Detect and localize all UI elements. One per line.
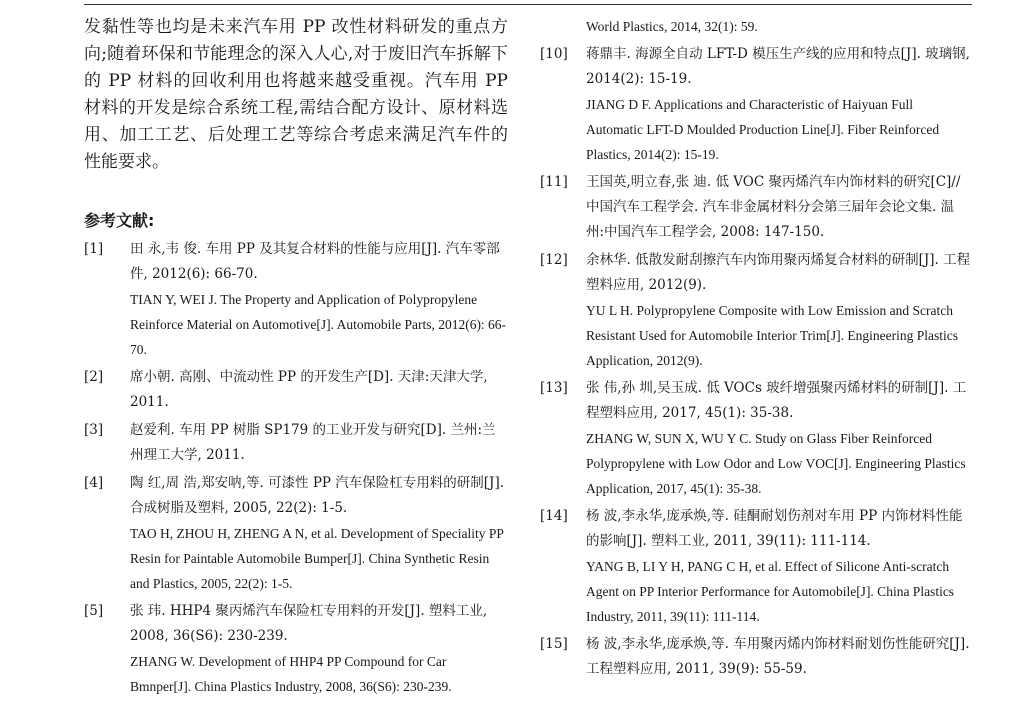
reference-en: TIAN Y, WEI J. The Property and Application of Polypropylene Reinforce Material on Automotive[J]. Automobile Parts, 2012(6): 66-70. [130, 292, 507, 357]
reference-cn: 张 伟,孙 圳,吴玉成. 低 VOCs 玻纤增强聚丙烯材料的研制[J]. 工程塑料应用, 2017, 45(1): 35-38. [586, 380, 967, 421]
reference-cn: 杨 波,李永华,庞承焕,等. 硅酮耐划伤剂对车用 PP 内饰材料性能的影响[J]. 塑料工业, 2011, 39(11): 111-114. [586, 508, 963, 549]
reference-number: [1] [84, 241, 104, 257]
reference-cn: 王国英,明立春,张 迪. 低 VOC 聚丙烯汽车内饰材料的研究[C]//中国汽车工程学会. 汽车非金属材料分会第三届年会论文集. 温州:中国汽车工程学会, 2008: 147-150. [586, 174, 961, 240]
reference-en: ZHANG W. Development of HHP4 PP Compound for Car Bmnper[J]. China Plastics Industry, 2008, 36(S6): 230-239. [130, 654, 452, 694]
reference-cn: 余林华. 低散发耐刮擦汽车内饰用聚丙烯复合材料的研制[J]. 工程塑料应用, 2012(9). [586, 252, 971, 293]
reference-cn: 蒋鼎丰. 海源全自动 LFT-D 模压生产线的应用和特点[J]. 玻璃钢, 2014(2): 15-19. [586, 46, 970, 87]
reference-item [540, 248, 972, 373]
reference-number: [13] [540, 380, 568, 396]
reference-cn: 席小朝. 高刚、中流动性 PP 的开发生产[D]. 天津:天津大学, 2011. [130, 369, 488, 410]
reference-item [540, 170, 972, 245]
reference-cn: 陶 红,周 浩,郑安呐,等. 可漆性 PP 汽车保险杠专用料的研制[J]. 合成树脂及塑料, 2005, 22(2): 1-5. [130, 475, 505, 516]
reference-cn: 田 永,韦 俊. 车用 PP 及其复合材料的性能与应用[J]. 汽车零部件, 2012(6): 66-70. [130, 241, 500, 282]
reference-en: YU L H. Polypropylene Composite with Low Emission and Scratch Resistant Used for Automobile Interior Trim[J]. Engineering Plastics Application, 2012(9). [586, 303, 958, 368]
reference-number: [5] [84, 603, 104, 619]
continued-reference: World Plastics, 2014, 32(1): 59. [586, 19, 758, 34]
reference-en: ZHANG W, SUN X, WU Y C. Study on Glass Fiber Reinforced Polypropylene with Low Odor and Low VOC[J]. Engineering Plastics Application, 2017, 45(1): 35-38. [586, 431, 966, 496]
reference-number: [15] [540, 636, 568, 652]
references-list-left [84, 237, 508, 699]
reference-en: TAO H, ZHOU H, ZHENG A N, et al. Development of Speciality PP Resin for Paintable Automobile Bumper[J]. China Synthetic Resin and Plastics, 2005, 22(2): 1-5. [130, 526, 504, 591]
reference-number: [2] [84, 369, 104, 385]
reference-cn: 张 玮. HHP4 聚丙烯汽车保险杠专用料的开发[J]. 塑料工业, 2008, 36(S6): 230-239. [130, 603, 488, 644]
left-column [84, 14, 508, 702]
reference-item [540, 376, 972, 501]
reference-item [84, 599, 508, 699]
top-rule [84, 4, 972, 5]
reference-number: [4] [84, 475, 104, 491]
reference-number: [11] [540, 174, 568, 190]
reference-item [540, 42, 972, 167]
reference-item [84, 418, 508, 468]
reference-number: [10] [540, 46, 568, 62]
reference-number: [14] [540, 508, 568, 524]
reference-en: YANG B, LI Y H, PANG C H, et al. Effect of Silicone Anti-scratch Agent on PP Interior Performance for Automobile[J]. China Plastics Industry, 2011, 39(11): 111-114. [586, 559, 955, 624]
right-column [540, 14, 972, 685]
reference-en: JIANG D F. Applications and Characteristic of Haiyuan Full Automatic LFT-D Moulded Production Line[J]. Fiber Reinforced Plastics, 2014(2): 15-19. [586, 97, 940, 162]
intro-paragraph: 发黏性等也均是未来汽车用 PP 改性材料研发的重点方向;随着环保和节能理念的深入人心,对于废旧汽车拆解下的 PP 材料的回收利用也将越来越受重视。汽车用 PP 材料的开发是综合系统工程,需结合配方设计、原材料选用、加工工艺、后处理工艺等综合考虑来满足汽车件的性能要求。 [84, 17, 508, 172]
reference-number: [12] [540, 252, 568, 268]
references-heading: 参考文献: [84, 211, 155, 230]
reference-cn: 赵爱利. 车用 PP 树脂 SP179 的工业开发与研究[D]. 兰州:兰州理工大学, 2011. [130, 422, 496, 463]
reference-cn: 杨 波,李永华,庞承焕,等. 车用聚丙烯内饰材料耐划伤性能研究[J]. 工程塑料应用, 2011, 39(9): 55-59. [586, 636, 970, 677]
reference-item [84, 365, 508, 415]
reference-item [540, 632, 972, 682]
reference-item [84, 471, 508, 596]
reference-item [540, 504, 972, 629]
reference-number: [3] [84, 422, 104, 438]
references-list-right [540, 42, 972, 682]
reference-item [84, 237, 508, 362]
